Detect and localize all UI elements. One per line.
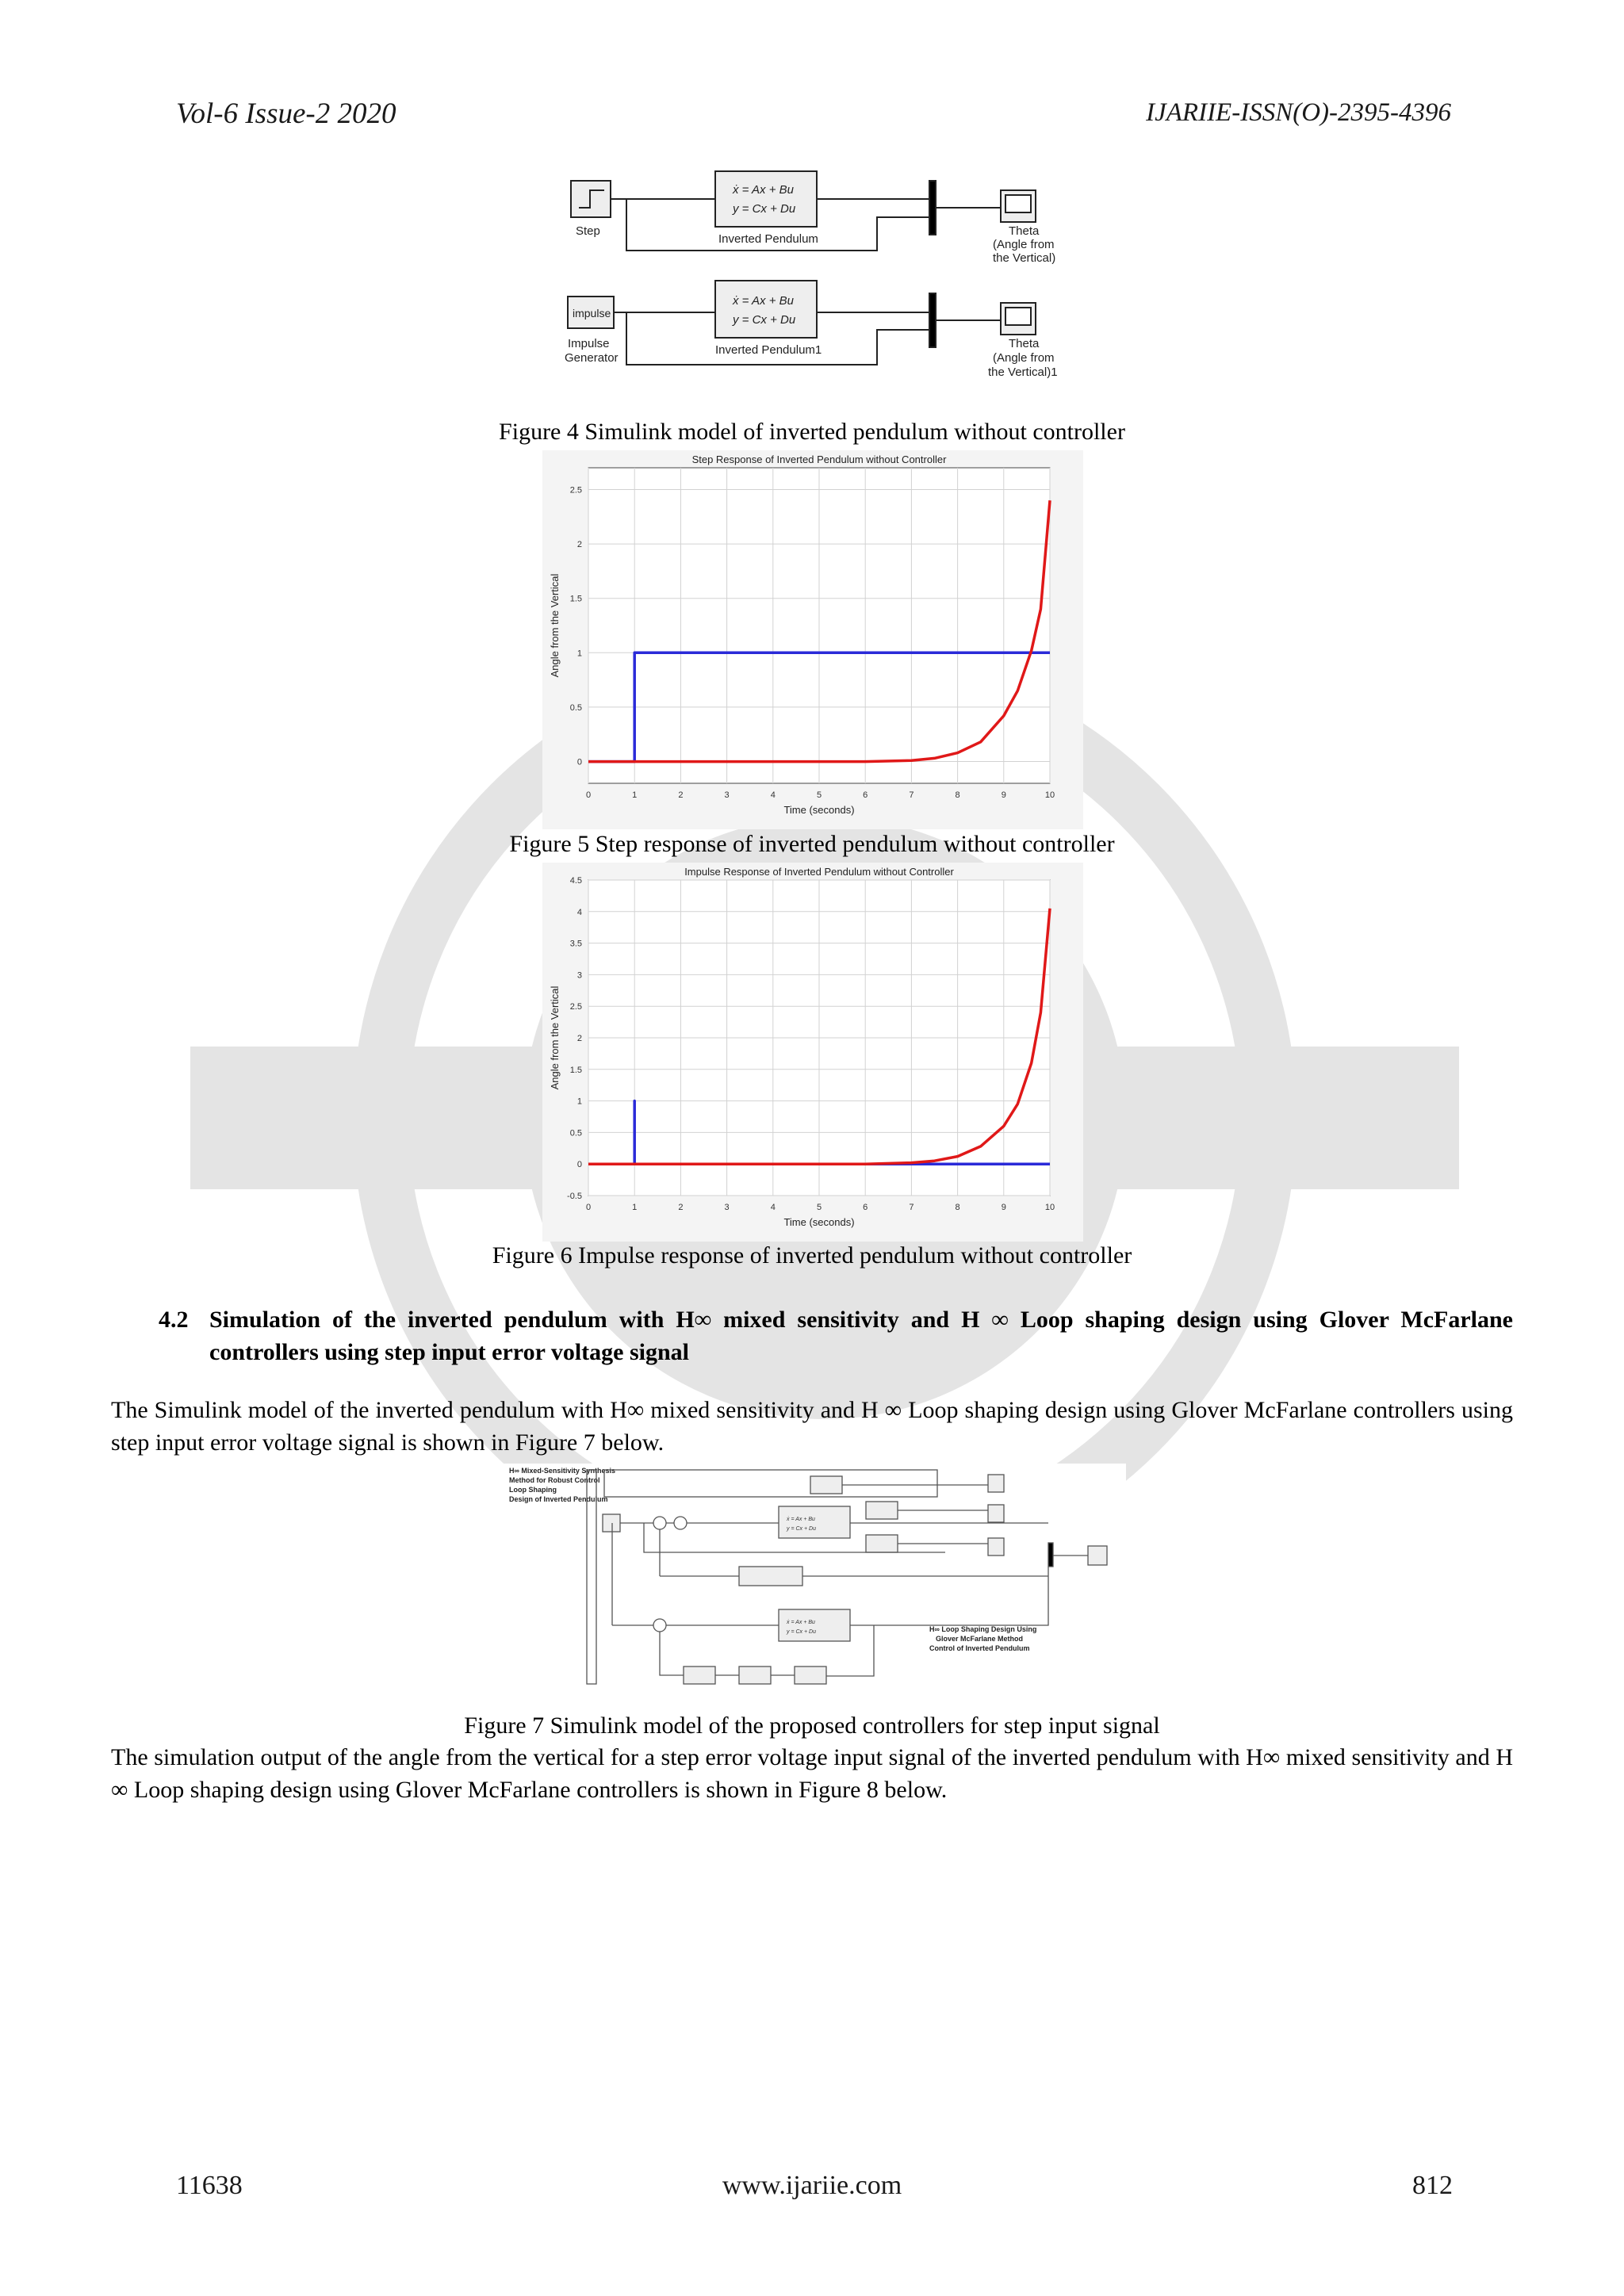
fig7-note-1: H∞ Mixed-Sensitivity Synthesis	[509, 1467, 615, 1475]
impulse-label-2: Generator	[565, 351, 619, 365]
x-tick-label: 2	[678, 1203, 684, 1212]
step-block-label: Step	[576, 224, 600, 238]
fig7-note-7: Control of Inverted Pendulum	[929, 1644, 1030, 1652]
y-tick-label: 1	[576, 1096, 582, 1107]
fig7-note-4: Design of Inverted Pendulum	[509, 1495, 608, 1503]
chart-title: Step Response of Inverted Pendulum without Controller	[691, 453, 947, 465]
y-tick-label: 0	[576, 1160, 582, 1170]
y-tick-label: 1	[576, 649, 582, 659]
y-tick-label: 2	[576, 540, 582, 550]
y-axis-label: Angle from the Vertical	[549, 985, 561, 1090]
y-tick-label: 4.5	[569, 876, 582, 886]
fig7-note-5: H∞ Loop Shaping Design Using	[929, 1625, 1037, 1633]
svg-text:ẋ = Ax + Bu: ẋ = Ax + Bu	[787, 1517, 815, 1522]
y-tick-label: 1.5	[569, 594, 582, 604]
y-tick-label: 0.5	[569, 1128, 582, 1138]
y-tick-label: 0	[576, 757, 582, 767]
y-tick-label: 0.5	[569, 702, 582, 713]
paragraph-2: The simulation output of the angle from the vertical for a step error voltage input signal of the inverted pendulum with H∞ mixed sensitivity and H ∞ Loop shaping design using Glover McFarlane controllers is shown in Figure 8 below.	[111, 1744, 1513, 1803]
x-tick-label: 10	[1044, 1203, 1055, 1212]
scope1-label-1: Theta	[1009, 224, 1040, 238]
section-number: 4.2	[159, 1307, 189, 1333]
plant2-label: Inverted Pendulum1	[715, 343, 822, 357]
footer-paper-id: 11638	[176, 2171, 243, 2200]
fig7-note-6: Glover McFarlane Method	[936, 1635, 1024, 1643]
x-tick-label: 10	[1044, 790, 1055, 800]
journal-issn: IJARIIE-ISSN(O)-2395-4396	[1146, 98, 1451, 127]
x-tick-label: 6	[863, 1203, 868, 1212]
x-tick-label: 8	[955, 1203, 960, 1212]
svg-text:ẋ = Ax + Bu: ẋ = Ax + Bu	[787, 1620, 815, 1625]
step-response-chart	[542, 450, 1083, 829]
x-tick-label: 8	[955, 790, 960, 800]
x-tick-label: 5	[816, 1203, 822, 1212]
x-tick-label: 3	[724, 790, 730, 800]
y-tick-label: 4	[576, 907, 582, 917]
x-tick-label: 9	[1001, 1203, 1006, 1212]
scope2-label-1: Theta	[1009, 337, 1040, 350]
svg-text:y = Cx + Du: y = Cx + Du	[787, 1526, 816, 1532]
ss-eq1: ẋ = Ax + Bu	[733, 183, 794, 197]
ss-eq2: y = Cx + Du	[733, 202, 796, 216]
svg-text:y = Cx + Du: y = Cx + Du	[787, 1629, 816, 1635]
ss-eq1b: ẋ = Ax + Bu	[733, 294, 794, 308]
section-title: Simulation of the inverted pendulum with H∞ mixed sensitivity and H ∞ Loop shaping design using Glover McFarlane controllers using step input error voltage signal	[209, 1307, 1513, 1365]
x-tick-label: 0	[585, 790, 592, 800]
x-tick-label: 3	[724, 1203, 730, 1212]
scope2-label-2: (Angle from	[993, 351, 1055, 365]
figure6-impulse-chart	[542, 863, 1083, 1242]
scope2-label-3: the Vertical)1	[988, 365, 1058, 379]
y-tick-label: 1.5	[569, 1065, 582, 1075]
figure5-step-chart	[542, 450, 1083, 829]
x-tick-label: 7	[909, 1203, 914, 1212]
x-axis-label: Time (seconds)	[783, 804, 855, 816]
y-tick-label: 3	[576, 970, 582, 981]
x-tick-label: 5	[816, 790, 822, 800]
x-tick-label: 4	[770, 1203, 776, 1212]
chart-title: Impulse Response of Inverted Pendulum without Controller	[684, 866, 954, 878]
x-tick-label: 1	[632, 1203, 638, 1212]
y-tick-label: -0.5	[567, 1192, 582, 1201]
x-tick-label: 0	[585, 1203, 592, 1212]
y-tick-label: 2	[576, 1034, 582, 1043]
y-axis-label: Angle from the Vertical	[549, 573, 561, 678]
fig7-note-3: Loop Shaping	[509, 1486, 557, 1494]
y-tick-label: 2.5	[569, 485, 582, 496]
plant1-label: Inverted Pendulum	[718, 232, 818, 246]
footer-page-number: 812	[1412, 2171, 1453, 2200]
figure6-caption: Figure 6 Impulse response of inverted pendulum without controller	[492, 1242, 1132, 1269]
figure4-simulink-model	[560, 163, 1077, 388]
figure7-simulink-model	[501, 1464, 1126, 1706]
x-tick-label: 1	[632, 790, 638, 800]
paragraph-1: The Simulink model of the inverted pendulum with H∞ mixed sensitivity and H ∞ Loop shaping design using Glover McFarlane controllers using step input error voltage signal is shown in Figure 7 below.	[111, 1397, 1513, 1456]
journal-volume: Vol-6 Issue-2 2020	[176, 98, 396, 130]
y-tick-label: 3.5	[569, 939, 582, 949]
x-tick-label: 9	[1001, 790, 1006, 800]
x-tick-label: 2	[678, 790, 684, 800]
scope1-label-3: the Vertical)	[993, 251, 1056, 265]
x-tick-label: 7	[909, 790, 914, 800]
figure5-caption: Figure 5 Step response of inverted pendulum without controller	[509, 831, 1115, 857]
y-tick-label: 2.5	[569, 1002, 582, 1012]
impulse-response-chart	[542, 863, 1083, 1242]
scope1-label-2: (Angle from	[993, 238, 1055, 251]
x-tick-label: 4	[770, 790, 776, 800]
impulse-block-text: impulse	[573, 307, 611, 320]
x-axis-label: Time (seconds)	[783, 1216, 855, 1228]
figure7-caption: Figure 7 Simulink model of the proposed controllers for step input signal	[464, 1712, 1160, 1739]
impulse-label-1: Impulse	[568, 337, 610, 350]
figure4-caption: Figure 4 Simulink model of inverted pendulum without controller	[499, 419, 1125, 445]
x-tick-label: 6	[863, 790, 868, 800]
ss-eq2b: y = Cx + Du	[733, 313, 796, 327]
footer-website: www.ijariie.com	[722, 2171, 902, 2200]
fig7-note-2: Method for Robust Control	[509, 1476, 600, 1484]
